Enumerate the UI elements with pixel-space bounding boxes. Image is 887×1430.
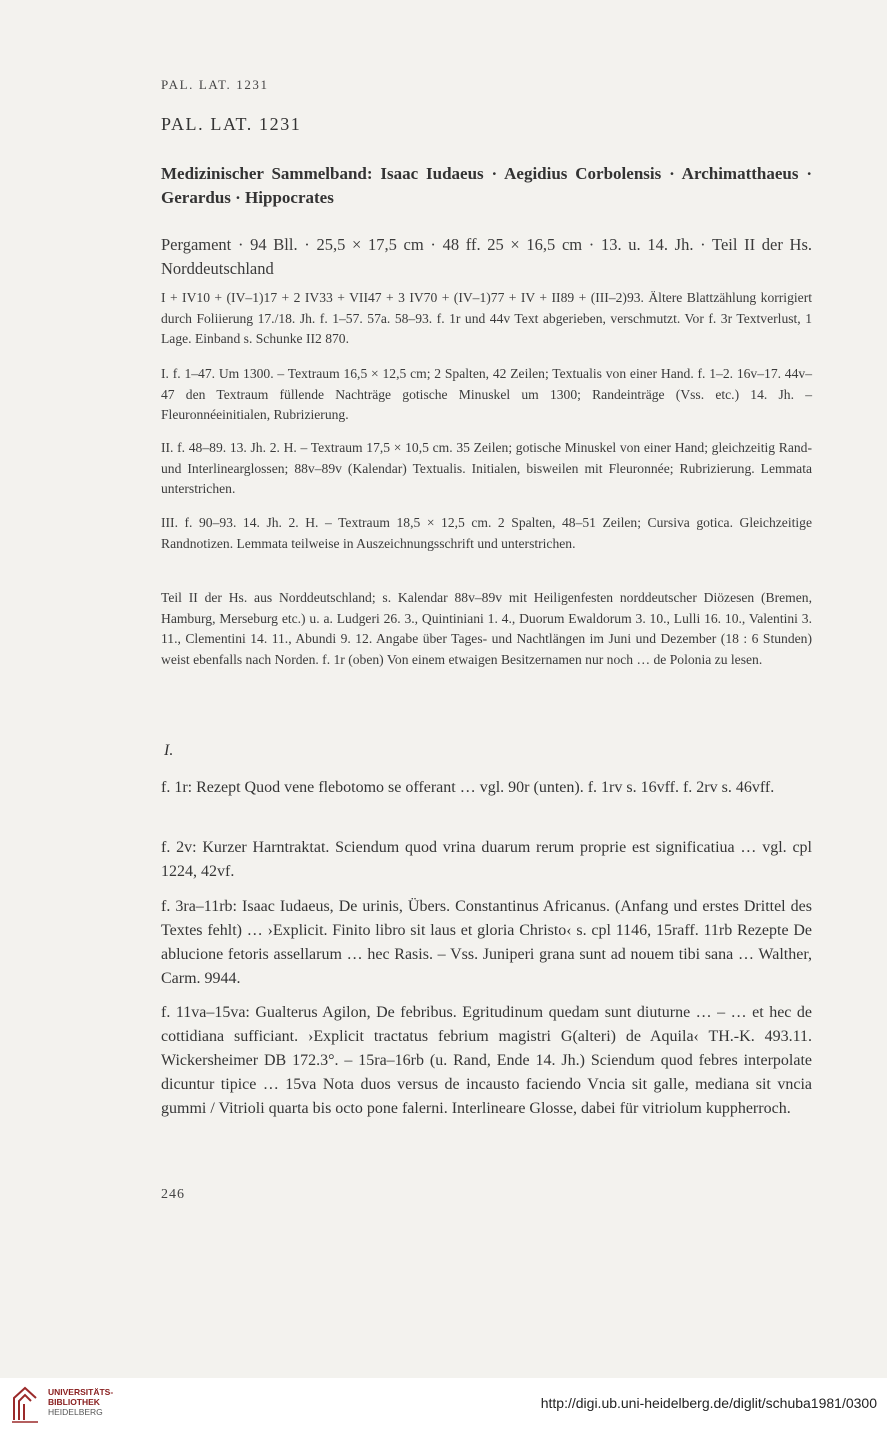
part-one-description: I. f. 1–47. Um 1300. – Textraum 16,5 × 12,5 cm; 2 Spalten, 42 Zeilen; Textualis von einer Hand. f. 1–2. 16v–17. 44v–47 den Textraum füllende Nachträge gotische Minuskel um 1300; Randeinträge (Vss. etc.) 14. Jh. – Fleuronnéeinitialen, Rubrizierung. — [161, 366, 812, 422]
physical-description: Pergament · 94 Bll. · 25,5 × 17,5 cm · 48 ff. 25 × 16,5 cm · 13. u. 14. Jh. · Teil II der Hs. Norddeutschland — [161, 235, 812, 278]
content-entry-2: f. 2v: Kurzer Harntraktat. Sciendum quod vrina duarum rerum proprie est significatiua … vgl. cpl 1224, 42vf. — [161, 839, 812, 880]
footer-bar — [0, 1378, 887, 1430]
content-entry-3: f. 3ra–11rb: Isaac Iudaeus, De urinis, Übers. Constantinus Africanus. (Anfang und erstes Drittel des Textes fehlt) … ›Explicit. Finito libro sit laus et gloria Christo‹ s. cpl 1146, 15raff. 11rb Rezepte De ablucione fetoris assellarum … hec Rasis. – Vss. Juniperi grana sunt ad nouem tibi sana … Walther, Carm. 9944. — [161, 898, 812, 987]
library-logo-icon — [10, 1384, 40, 1424]
manuscript-title: Medizinischer Sammelband: Isaac Iudaeus · Aegidius Corbolensis · Archimatthaeus · Gerardus · Hippocrates — [161, 164, 812, 207]
content-entry-4: f. 11va–15va: Gualterus Agilon, De febribus. Egritudinum quedam sunt diuturne … – … et hec de cottidiana sufficiant. ›Explicit tractatus febrium magistri G(alteri) de Aquila‹ TH.-K. 493.11. Wickersheimer DB 172.3°. – 15ra–16rb (u. Rand, Ende 14. Jh.) Sciendum quod febres interpolate dicuntur tipice … 15va Nota duos versus de incausto faciendo Vncia sit galle, mediana sit vncia gummi / Vitrioli quarta bis octo pone falerni. Interlineare Glosse, dabei für vitriolum kuppherroch. — [161, 1004, 812, 1117]
library-name-line1: UNIVERSITÄTS- — [48, 1387, 114, 1397]
library-name — [48, 1387, 113, 1417]
shelfmark-heading: PAL. LAT. 1231 — [161, 114, 302, 134]
section-label: I. — [164, 742, 174, 759]
provenance-paragraph: Teil II der Hs. aus Norddeutschland; s. Kalendar 88v–89v mit Heiligenfesten norddeutscher Diözesen (Bremen, Hamburg, Merseburg etc.) u. a. Ludgeri 26. 3., Quintiniani 1. 4., Duorum Ewaldorum 3. 10., Lulli 16. 10., Valentini 3. 11., Clementini 14. 11., Abundi 9. 12. Angabe über Tages- und Nachtlängen im Juni und Dezember (18 : 6 Stunden) weist ebenfalls nach Norden. f. 1r (oben) Von einem etwaigen Besitzernamen nur noch … de Polonia zu lesen. — [161, 590, 812, 667]
library-name-line3: HEIDELBERG — [48, 1407, 103, 1417]
part-two-description: II. f. 48–89. 13. Jh. 2. H. – Textraum 17,5 × 10,5 cm. 35 Zeilen; gotische Minuskel von einer Hand; gleichzeitig Rand- und Interlinearglossen; 88v–89v (Kalendar) Textualis. Initialen, bisweilen mit Fleuronnée; Rubrizierung. Lemmata unterstrichen. — [161, 440, 812, 496]
content-entry-1: f. 1r: Rezept Quod vene flebotomo se offerant … vgl. 90r (unten). f. 1rv s. 16vff. f. 2rv s. 46vff. — [161, 779, 775, 796]
permalink-url[interactable]: http://digi.ub.uni-heidelberg.de/diglit/schuba1981/0300 — [540, 1395, 877, 1411]
running-head: PAL. LAT. 1231 — [161, 77, 269, 92]
collation-paragraph: I + IV10 + (IV–1)17 + 2 IV33 + VII47 + 3 IV70 + (IV–1)77 + IV + II89 + (III–2)93. Ältere Blattzählung korrigiert durch Foliierung 17./18. Jh. f. 1–57. 57a. 58–93. f. 1r und 44v Text abgerieben, verschmutzt. Vor f. 3r Textverlust, 1 Lage. Einband s. Schunke II2 870. — [161, 290, 812, 346]
library-name-line2: BIBLIOTHEK — [48, 1397, 100, 1407]
part-three-description: III. f. 90–93. 14. Jh. 2. H. – Textraum 18,5 × 12,5 cm. 2 Spalten, 48–51 Zeilen; Cursiva gotica. Gleichzeitige Randnotizen. Lemmata teilweise in Auszeichnungsschrift und unterstrichen. — [161, 515, 812, 551]
page-number: 246 — [161, 1187, 185, 1202]
